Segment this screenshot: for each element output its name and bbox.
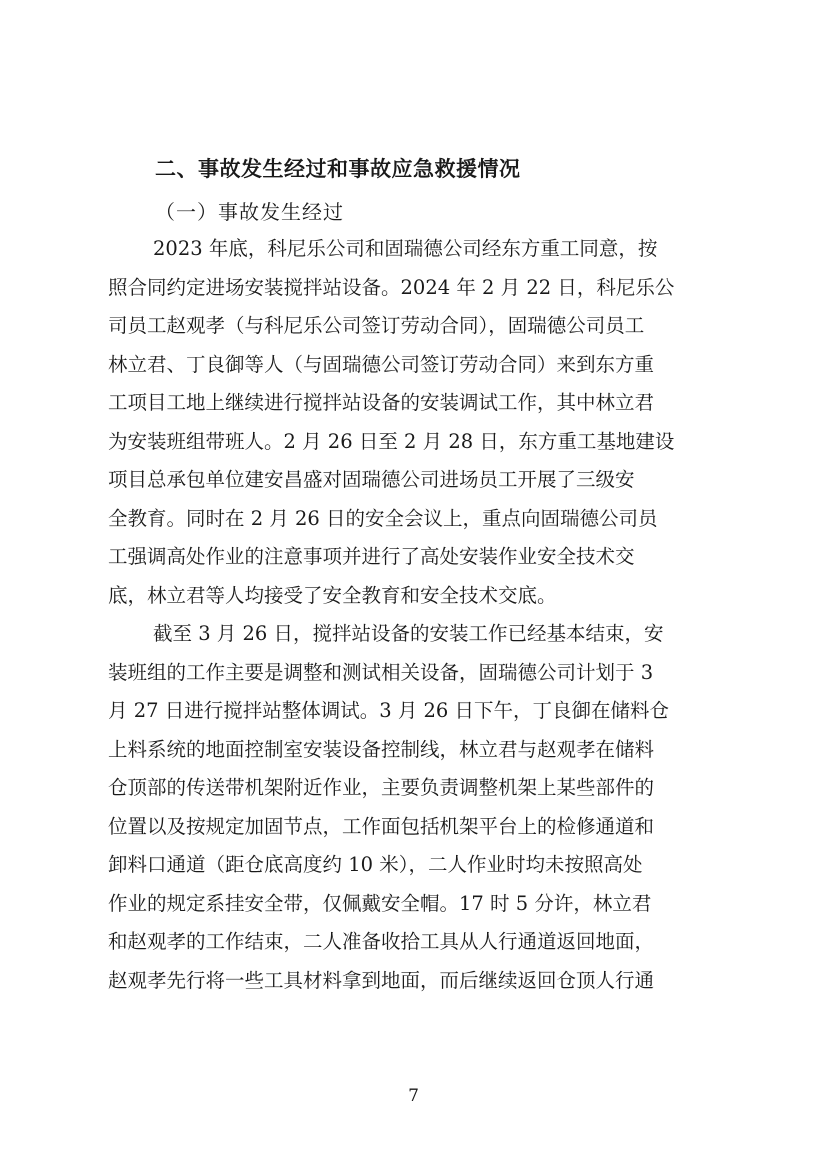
text-line: 照合同约定进场安装搅拌站设备。2024 年 2 月 22 日，科尼乐公 bbox=[108, 275, 675, 299]
text-line: 底，林立君等人均接受了安全教育和安全技术交底。 bbox=[108, 583, 557, 607]
text-line: 装班组的工作主要是调整和测试相关设备，固瑞德公司计划于 3 bbox=[108, 660, 654, 684]
text-line: 林立君、丁良御等人（与固瑞德公司签订劳动合同）来到东方重 bbox=[108, 352, 655, 376]
paragraph bbox=[108, 615, 723, 1000]
page-number: 7 bbox=[408, 1086, 419, 1106]
body-text bbox=[108, 230, 723, 1000]
text-line: 项目总承包单位建安昌盛对固瑞德公司进场员工开展了三级安 bbox=[108, 468, 635, 491]
text-line: 和赵观孝的工作结束，二人准备收拾工具从人行通道返回地面， bbox=[108, 930, 655, 953]
text-line: 作业的规定系挂安全带，仅佩戴安全帽。17 时 5 分许，林立君 bbox=[108, 891, 652, 915]
section-heading: 二、事故发生经过和事故应急救援情况 bbox=[155, 157, 521, 181]
text-line: 位置以及按规定加固节点，工作面包括机架平台上的检修通道和 bbox=[108, 814, 655, 838]
text-line: 截至 3 月 26 日，搅拌站设备的安装工作已经基本结束，安 bbox=[153, 622, 664, 645]
text-line: 仓顶部的传送带机架附近作业，主要负责调整机架上某些部件的 bbox=[108, 776, 655, 799]
text-line: 上料系统的地面控制室安装设备控制线，林立君与赵观孝在储料 bbox=[108, 737, 655, 761]
subsection-heading: （一）事故发生经过 bbox=[155, 200, 344, 224]
paragraph bbox=[108, 230, 723, 615]
text-line: 2023 年底，科尼乐公司和固瑞德公司经东方重工同意，按 bbox=[153, 237, 658, 260]
text-line: 工强调高处作业的注意事项并进行了高处安装作业安全技术交 bbox=[108, 545, 635, 568]
text-line: 全教育。同时在 2 月 26 日的安全会议上，重点向固瑞德公司员 bbox=[108, 506, 658, 530]
text-line: 司员工赵观孝（与科尼乐公司签订劳动合同），固瑞德公司员工 bbox=[108, 314, 645, 337]
text-line: 工项目工地上继续进行搅拌站设备的安装调试工作，其中林立君 bbox=[108, 391, 655, 414]
text-line: 赵观孝先行将一些工具材料拿到地面，而后继续返回仓顶人行通 bbox=[108, 968, 655, 992]
text-line: 为安装班组带班人。2 月 26 日至 2 月 28 日，东方重工基地建设 bbox=[108, 429, 675, 453]
text-line: 卸料口通道（距仓底高度约 10 米），二人作业时均未按照高处 bbox=[108, 853, 643, 876]
text-line: 月 27 日进行搅拌站整体调试。3 月 26 日下午，丁良御在储料仓 bbox=[108, 699, 670, 722]
